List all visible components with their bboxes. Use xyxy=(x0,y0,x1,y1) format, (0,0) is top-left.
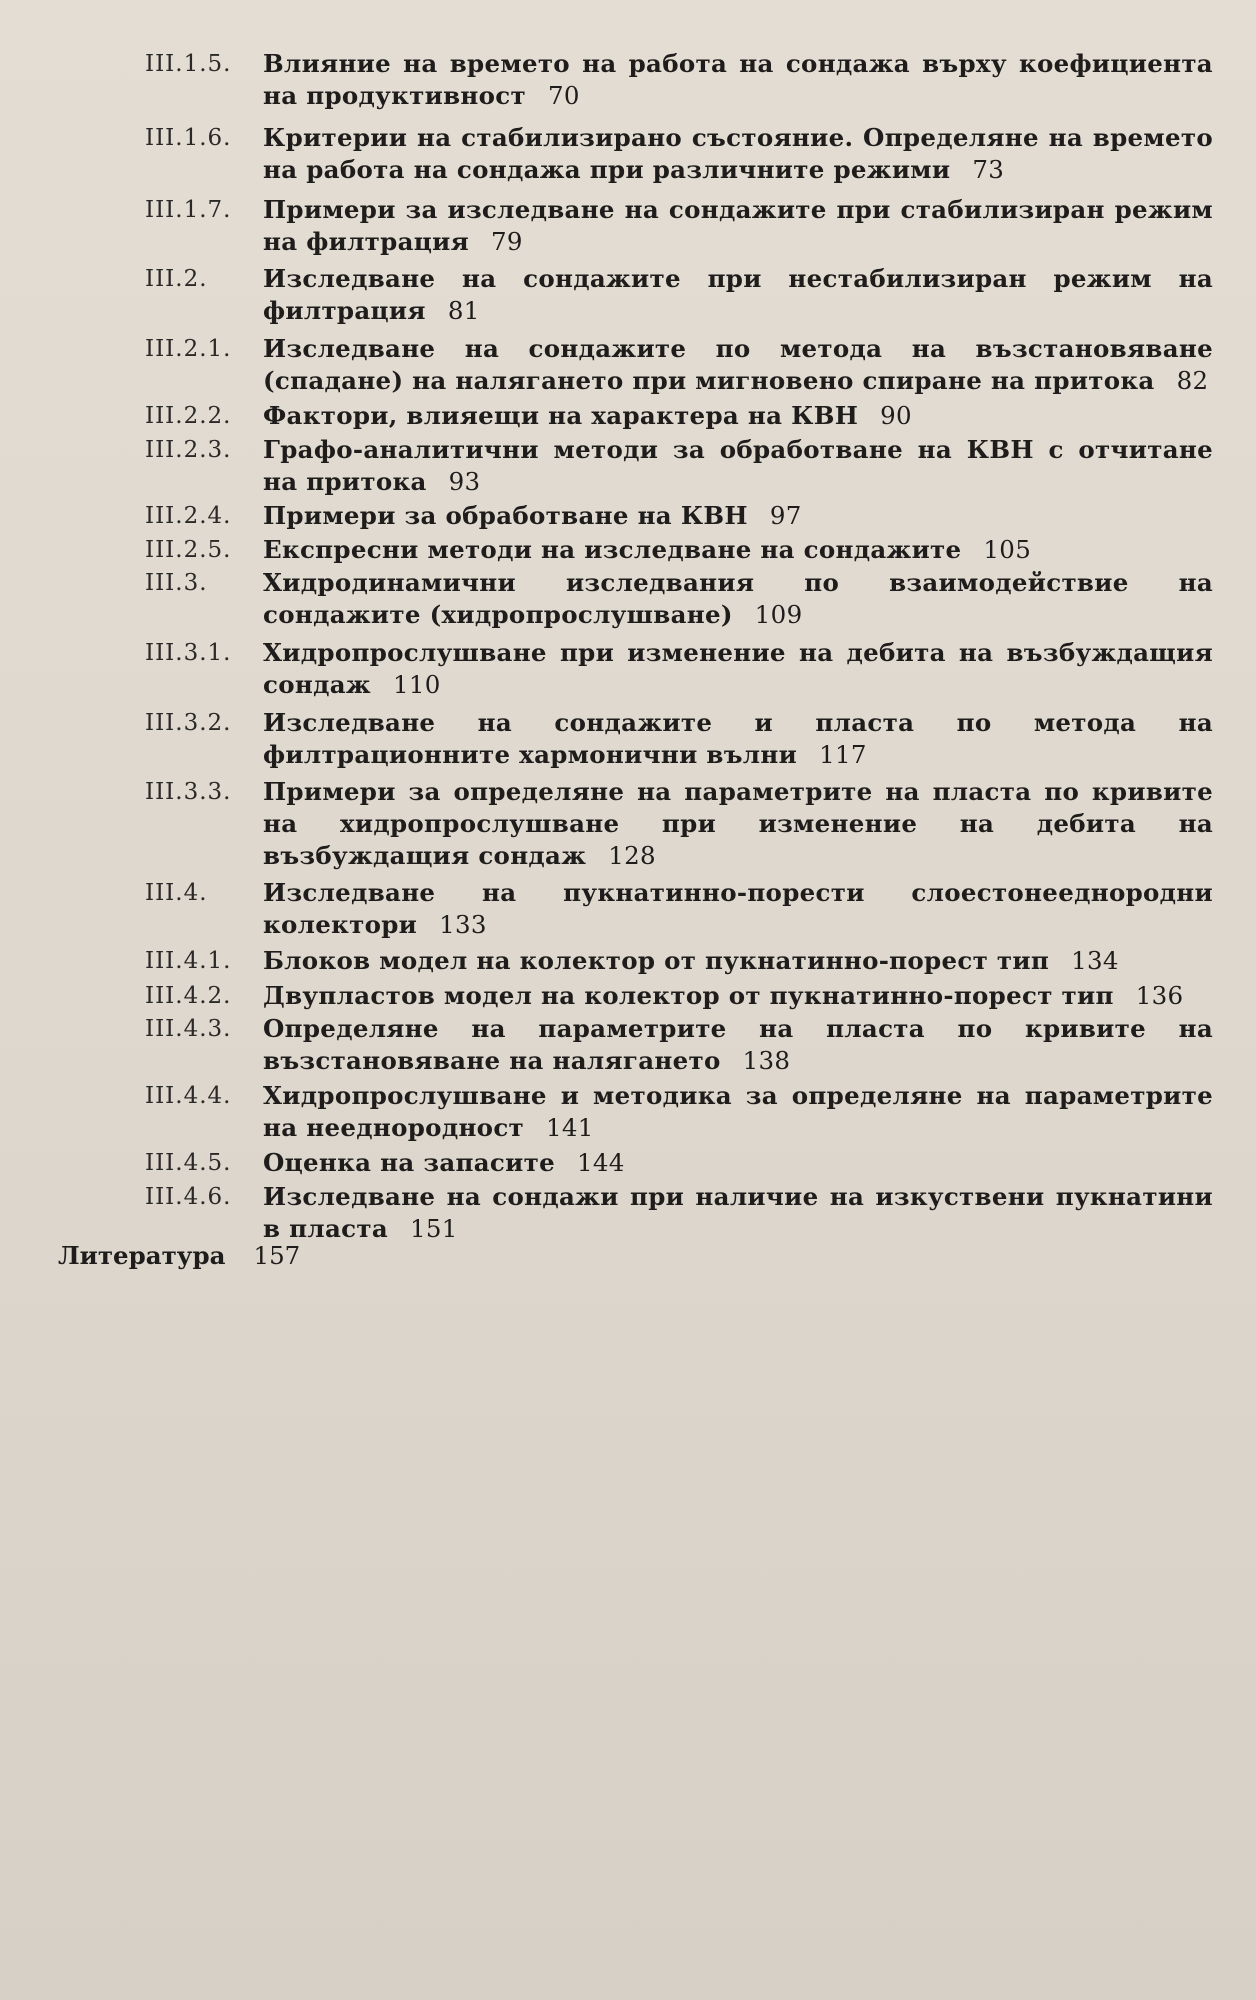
page-number: 133 xyxy=(439,910,487,939)
section-title: Влияние на времето на работа на сондажа върху коефициента на продуктивност xyxy=(263,49,1213,110)
section-title: Двупластов модел на колектор от пукнатинно-порест тип xyxy=(263,981,1114,1010)
page-number: 144 xyxy=(576,1148,625,1177)
section-title: Графо-аналитични методи за обработване на КВН с отчитане на притока xyxy=(263,435,1213,496)
section-number: III.2.1. xyxy=(145,336,232,362)
section-title: Изследване на сондажите и пласта по метода на филтрационните хармонични вълни xyxy=(263,708,1213,769)
page-number: 81 xyxy=(447,296,480,325)
section-title: Примери за изследване на сондажите при стабилизиран режим на филтрация xyxy=(263,195,1213,256)
page-number: 157 xyxy=(253,1241,301,1270)
section-number: III.1.6. xyxy=(145,125,232,151)
toc-entry-literature xyxy=(58,1240,300,1272)
page-number: 105 xyxy=(983,535,1032,564)
page-number: 109 xyxy=(754,600,803,629)
page-number: 141 xyxy=(546,1113,594,1142)
section-title: Хидропрослушване при изменение на дебита на възбуждащия сондаж xyxy=(263,638,1213,699)
section-number: III.2.2. xyxy=(145,403,232,429)
section-title: Изследване на сондажите по метода на възстановяване (спадане) на налягането при мигновено спиране на притока xyxy=(263,334,1213,395)
section-title: Хидродинамични изследвания по взаимодействие на сондажите (хидропрослушване) xyxy=(263,568,1213,629)
page-number: 73 xyxy=(972,155,1005,184)
section-title: Оценка на запасите xyxy=(263,1148,555,1177)
page-number: 138 xyxy=(742,1046,791,1075)
section-number: III.2.5. xyxy=(145,537,232,563)
section-number: III.3.3. xyxy=(145,779,232,805)
page-number: 70 xyxy=(548,81,580,110)
section-title: Примери за обработване на КВН xyxy=(263,501,748,530)
section-number: III.4. xyxy=(145,880,208,906)
section-title: Изследване на пукнатинно-порести слоестонееднородни колектори xyxy=(263,878,1213,939)
page-number: 110 xyxy=(392,670,441,699)
section-title: Хидропрослушване и методика за определяне на параметрите на нееднородност xyxy=(263,1081,1213,1142)
section-number: III.1.7. xyxy=(145,197,232,223)
section-number: III.2.4. xyxy=(145,503,232,529)
page-number: 151 xyxy=(410,1214,458,1243)
section-number: III.4.6. xyxy=(145,1184,232,1210)
section-number: III.4.2. xyxy=(145,983,232,1009)
section-title: Изследване на сондажи при наличие на изкуствени пукнатини в пласта xyxy=(263,1182,1213,1243)
page-number: 82 xyxy=(1176,366,1209,395)
section-number: III.2.3. xyxy=(145,437,232,463)
section-title: Примери за определяне на параметрите на пласта по кривите на хидропрослушване при изменение на дебита на възбуждащия сондаж xyxy=(263,777,1213,870)
page-number: 117 xyxy=(819,740,867,769)
section-number: III.1.5. xyxy=(145,51,232,77)
section-number: III.2. xyxy=(145,266,208,292)
page-number: 134 xyxy=(1071,946,1119,975)
page-number: 79 xyxy=(491,227,523,256)
section-number: III.3. xyxy=(145,570,208,596)
section-number: III.4.5. xyxy=(145,1150,232,1176)
literature-label: Литература xyxy=(58,1241,226,1270)
page-number: 90 xyxy=(880,401,912,430)
section-number: III.4.4. xyxy=(145,1083,232,1109)
page-number: 93 xyxy=(448,467,481,496)
section-number: III.4.1. xyxy=(145,948,232,974)
section-title: Определяне на параметрите на пласта по кривите на възстановяване на налягането xyxy=(263,1014,1213,1075)
section-title: Експресни методи на изследване на сондажите xyxy=(263,535,962,564)
page-number: 128 xyxy=(608,841,656,870)
section-number: III.3.2. xyxy=(145,710,232,736)
section-title: Блоков модел на колектор от пукнатинно-порест тип xyxy=(263,946,1050,975)
section-title: Фактори, влияещи на характера на КВН xyxy=(263,401,859,430)
page-number: 97 xyxy=(769,501,802,530)
section-title: Критерии на стабилизирано състояние. Определяне на времето на работа на сондажа при различните режими xyxy=(263,123,1213,184)
page-number: 136 xyxy=(1135,981,1184,1010)
section-number: III.3.1. xyxy=(145,640,232,666)
section-number: III.4.3. xyxy=(145,1016,232,1042)
section-title: Изследване на сондажите при нестабилизиран режим на филтрация xyxy=(263,264,1213,325)
